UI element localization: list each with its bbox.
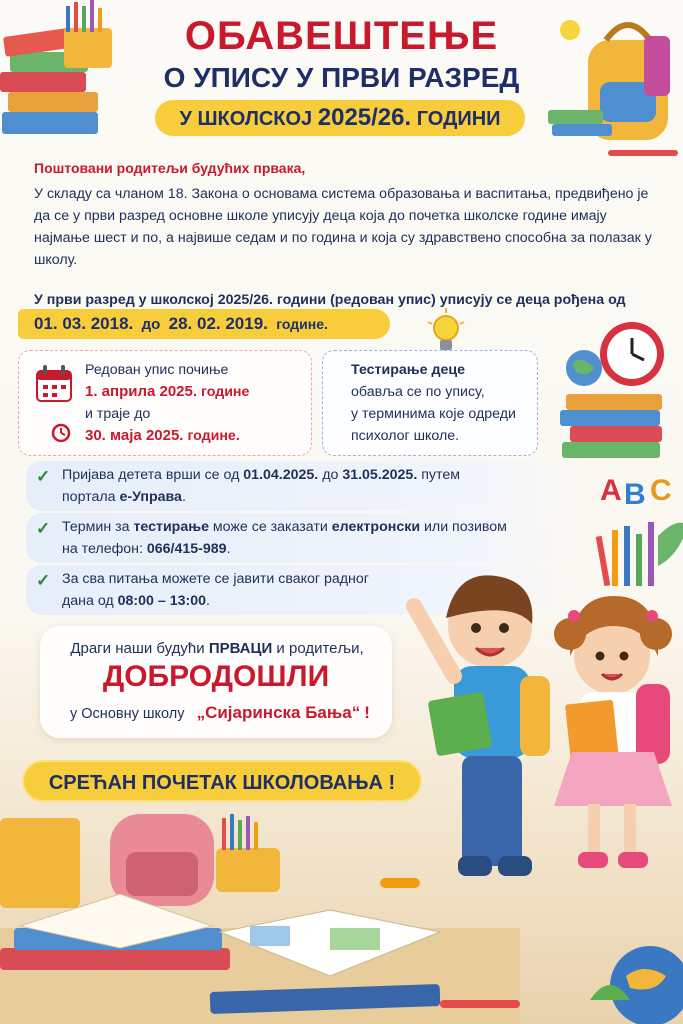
greeting: Поштовани родитељи будућих првака, <box>34 160 306 176</box>
page-title: ОБАВЕШТЕЊЕ <box>184 14 499 58</box>
testing-info-box: Тестирање деце обавља се по упису, у терминима које одреди психолог школе. <box>322 350 538 456</box>
enrollment-start-date: 1. априла 2025. <box>85 383 198 400</box>
year-banner: У ШКОЛСКОЈ 2025/26. ГОДИНИ <box>155 100 525 136</box>
svg-text:A: A <box>600 474 622 507</box>
enrollment-start-label: Редован упис почиње <box>85 362 229 378</box>
office-hours: 08:00 – 13:00 <box>117 593 206 609</box>
welcome-heading: ДОБРОДОШЛИ <box>102 660 330 693</box>
enrollment-birth-range: У први разред у школској 2025/26. години (редован упис) уписују се деца рођена од <box>34 292 626 308</box>
clock-books-illustration <box>536 316 676 466</box>
page-subtitle: О УПИСУ У ПРВИ РАЗРЕД <box>163 62 520 93</box>
testing-title: Тестирање деце <box>351 362 465 378</box>
birth-date-range: 01. 03. 2018. до 28. 02. 2019. године. <box>18 309 390 339</box>
enrollment-period-box: Редован упис почиње 1. априла 2025. године и траје до 30. маја 2025. године. <box>18 350 312 456</box>
info-row-contact-hours: ✓ За сва питања можете се јавити сваког радног дана од 08:00 – 13:00. <box>26 565 582 615</box>
desk-books-illustration <box>0 808 520 1024</box>
checkmark-icon: ✓ <box>36 571 51 590</box>
enrollment-duration-label: и траје до <box>85 406 151 422</box>
enrollment-end-date: 30. маја 2025. <box>85 427 184 444</box>
calendar-icon <box>35 365 73 403</box>
first-graders-highlight: ПРВАЦИ <box>208 640 273 657</box>
svg-text:C: C <box>650 474 672 507</box>
clock-icon <box>51 423 71 443</box>
e-uprava-portal: е-Управа <box>119 489 182 505</box>
closing-banner: СРЕЋАН ПОЧЕТАК ШКОЛОВАЊА ! <box>22 760 422 802</box>
checkmark-icon: ✓ <box>36 467 51 486</box>
info-row-application: ✓ Пријава детета врши се од 01.04.2025. до 31.05.2025. путем портала е-Управа. <box>26 461 582 511</box>
svg-text:B: B <box>624 478 646 511</box>
checkmark-icon: ✓ <box>36 519 51 538</box>
phone-number: 066/415-989 <box>146 541 227 557</box>
intro-paragraph: У складу са чланом 18. Закона о основама система образовања и васпитања, предвиђено је да се у први разред основне школе уписују деца која до почетка школске године имају најмање шест и по, а највише седам и по година и која су здравствено способна за полазак у школу. <box>34 186 652 268</box>
welcome-panel: Драги наши будући ПРВАЦИ и родитељи, ДОБРОДОШЛИ у Основну школу „Сијаринска Бања“ ! <box>40 626 392 738</box>
school-name: „Сијаринска Бања“ <box>196 703 361 722</box>
globe-illustration <box>590 920 683 1024</box>
info-row-testing: ✓ Термин за тестирање може се заказати електронски или позивом на телефон: 066/415-989. <box>26 513 582 563</box>
books-illustration <box>0 0 130 145</box>
backpack-illustration <box>548 0 683 165</box>
